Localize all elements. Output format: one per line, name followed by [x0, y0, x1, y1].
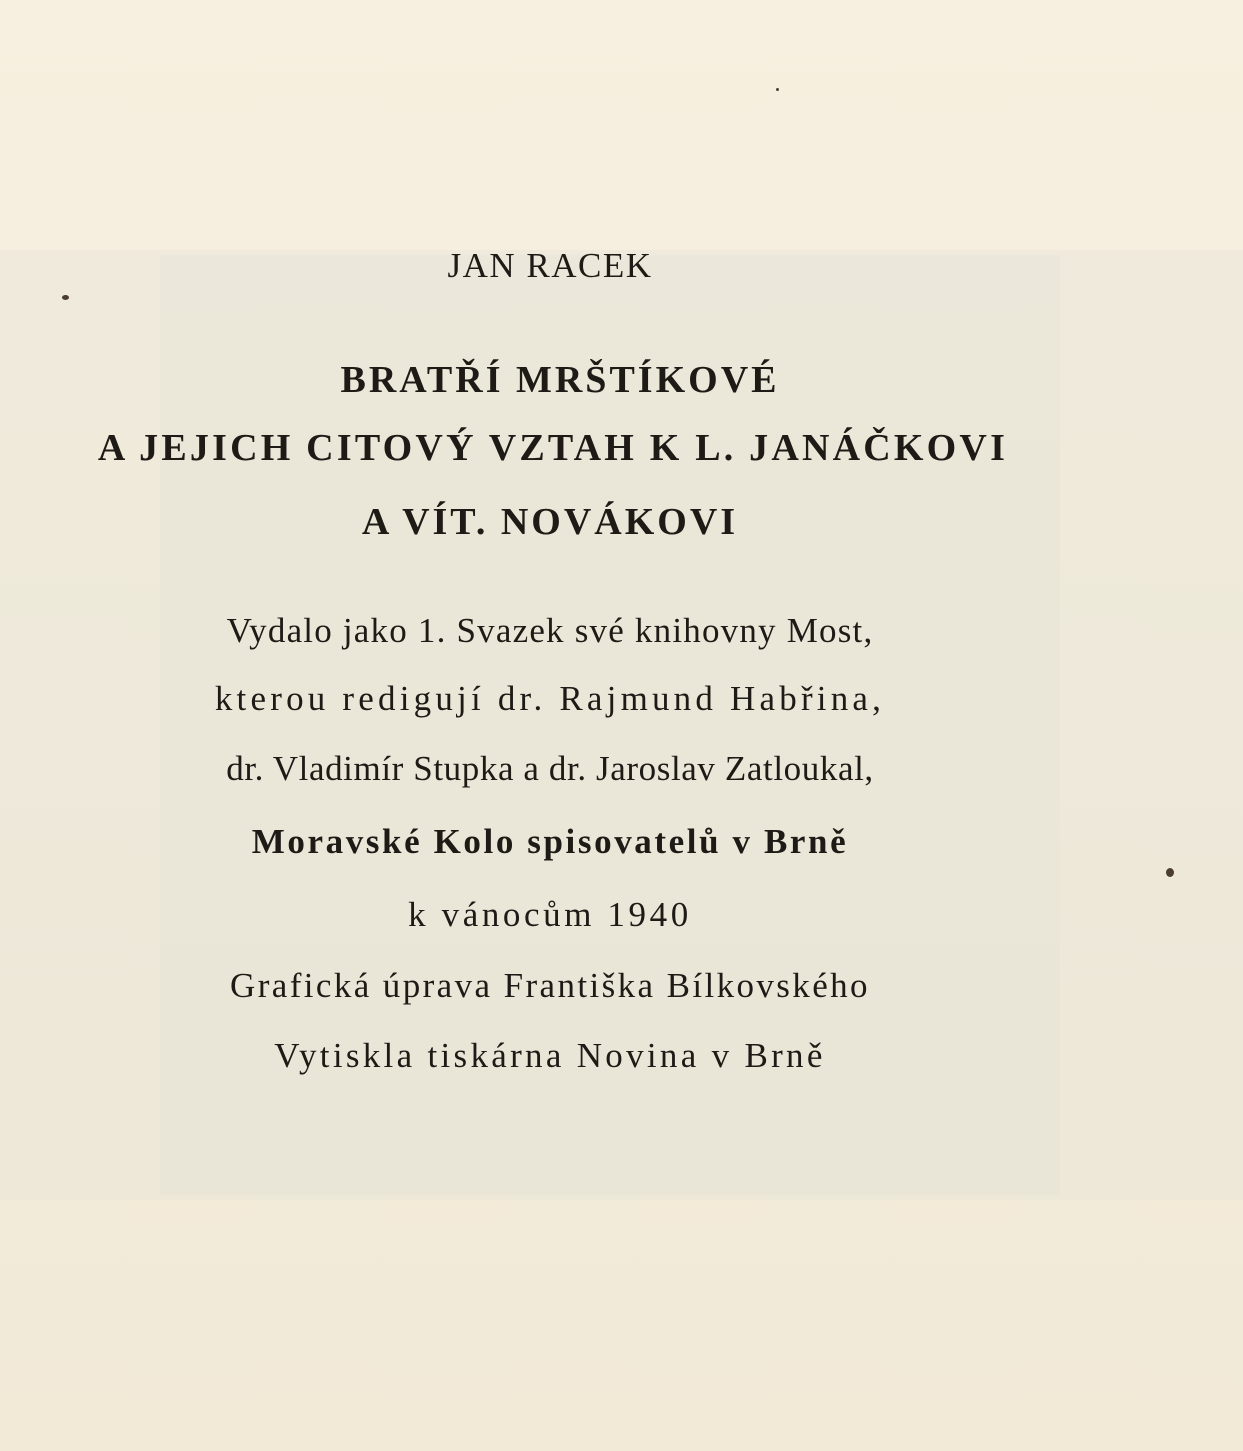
book-title-line-2: A JEJICH CITOVÝ VZTAH K L. JANÁČKOVI	[97, 427, 1009, 469]
paper-speck	[1166, 868, 1174, 877]
paper-speck	[776, 88, 779, 91]
graphic-design-credit: Grafická úprava Františka Bílkovského	[230, 966, 870, 1005]
imprint-line-3: dr. Vladimír Stupka a dr. Jaroslav Zatloukal,	[226, 749, 874, 788]
imprint-line-2: kterou redigují dr. Rajmund Habřina,	[214, 679, 886, 718]
book-title-line-1: BRATŘÍ MRŠTÍKOVÉ	[340, 359, 780, 401]
imprint-line-1: Vydalo jako 1. Svazek své knihovny Most,	[226, 611, 874, 650]
author-name: JAN RACEK	[447, 246, 653, 285]
book-title-line-3: A VÍT. NOVÁKOVI	[361, 501, 739, 543]
paper-speck	[62, 295, 69, 300]
printer-credit: Vytiskla tiskárna Novina v Brně	[274, 1036, 826, 1075]
publication-date: k vánocům 1940	[408, 895, 692, 934]
publisher-name: Moravské Kolo spisovatelů v Brně	[251, 822, 849, 861]
